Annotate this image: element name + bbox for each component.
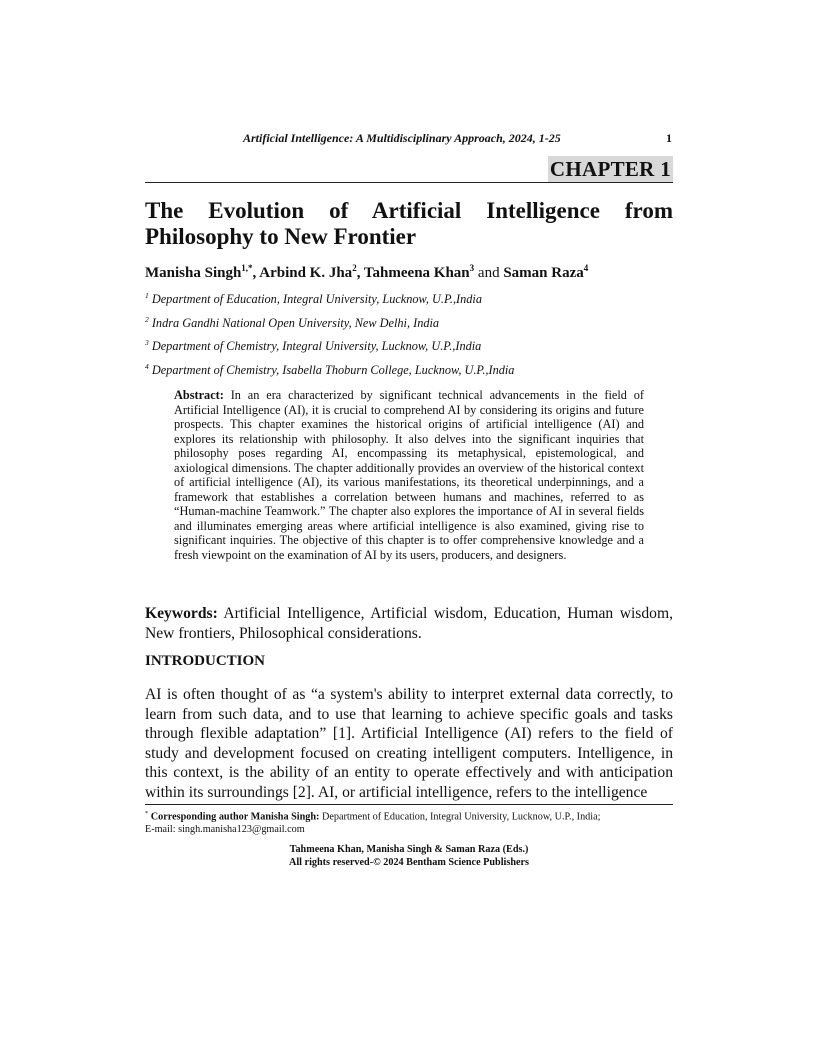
editors-line: Tahmeena Khan, Manisha Singh & Saman Raza (Eds.) xyxy=(289,844,529,855)
title-line-1: The Evolution of Artificial Intelligence from xyxy=(145,198,673,223)
affiliation-number: 3 xyxy=(145,338,149,348)
author-separator: , xyxy=(356,265,364,281)
author-separator: and xyxy=(474,265,504,281)
rights-line: All rights reserved-© 2024 Bentham Science Publishers xyxy=(288,856,530,868)
affiliation-text: Department of Education, Integral University, Lucknow, U.P.,India xyxy=(151,292,482,307)
author-sup: 4 xyxy=(583,263,589,273)
publisher-block xyxy=(145,844,673,869)
author-2 xyxy=(259,265,356,281)
section-heading-introduction: INTRODUCTION xyxy=(145,653,266,669)
affiliation-number: 4 xyxy=(145,361,149,371)
author-name: Arbind K. Jha xyxy=(259,265,353,281)
affiliation-number: 2 xyxy=(145,314,149,324)
affiliation-text: Department of Chemistry, Isabella Thoburn College, Lucknow, U.P.,India xyxy=(151,362,515,377)
chapter-label: CHAPTER 1 xyxy=(549,157,671,181)
running-title xyxy=(243,131,561,146)
keywords-label: Keywords: xyxy=(145,605,218,622)
abstract xyxy=(174,388,644,562)
keywords xyxy=(145,604,673,643)
affiliation-number: 1 xyxy=(145,291,149,300)
footnote-marker: * xyxy=(145,810,149,817)
author-name: Tahmeena Khan xyxy=(363,265,470,281)
affiliation-text: Department of Chemistry, Integral University, Lucknow, U.P.,India xyxy=(151,339,482,354)
author-sup: 2 xyxy=(352,263,357,273)
author-3 xyxy=(364,265,474,281)
author-name: Manisha Singh xyxy=(145,265,242,281)
introduction-paragraph: AI is often thought of as “a system's ability to interpret external data correctly, to learn from such data, and to use that learning to achieve specific goals and tasks through flexible adaptation” [1]. Artificial Intelligence (AI) refers to the field of study and development focused on creating intelligent computers. Intelligence, in this context, is the ability of an entity to operate effectively and with anticipation within its surroundings [2]. AI, or artificial intelligence, refers to the intelligence xyxy=(145,686,673,801)
affiliation-2 xyxy=(145,310,514,334)
author-sup: 3 xyxy=(469,263,475,273)
author-1 xyxy=(145,265,253,281)
footnote-email: E-mail: singh.manisha123@gmail.com xyxy=(145,823,305,835)
journal-name: Artificial Intelligence: A Multidisciplinary Approach xyxy=(243,131,503,145)
page-number: 1 xyxy=(666,131,672,145)
affiliation-4 xyxy=(145,357,514,381)
affiliation-1 xyxy=(145,286,514,310)
abstract-label: Abstract: xyxy=(174,388,224,402)
affiliation-text: Indra Gandhi National Open University, New Delhi, India xyxy=(151,315,440,330)
chapter-title xyxy=(145,198,673,250)
affiliations xyxy=(145,286,514,380)
year-pages: , 2024, 1-25 xyxy=(502,131,561,145)
author-4 xyxy=(503,265,588,281)
footnote-label: Corresponding author Manisha Singh: xyxy=(150,811,320,823)
author-separator: , xyxy=(252,265,260,281)
title-line-2: Philosophy to New Frontier xyxy=(145,224,417,249)
footnote-text: Department of Education, Integral University, Lucknow, U.P., India; xyxy=(319,811,601,823)
affiliation-3 xyxy=(145,333,514,357)
corresponding-author-footnote xyxy=(145,808,673,836)
author-name: Saman Raza xyxy=(503,265,584,281)
author-list xyxy=(145,263,588,282)
running-head xyxy=(145,131,673,149)
abstract-text: In an era characterized by significant technical advancements in the field of Artificial Intelligence (AI), it is crucial to comprehend AI by considering its origins and future prospects. This chapter examines the historical origins of artificial intelligence (AI) and explores its relationship with philosophy. It also delves into the significant inquiries that philosophy poses regarding AI, encompassing its metaphysical, epistemological, and axiological dimensions. The chapter additionally provides an overview of the historical context of artificial intelligence (AI), its various manifestations, its theoretical underpinnings, and a framework that establishes a correlation between humans and machines, referred to as “Human-machine Teamwork.” The chapter also explores the importance of AI in several fields and illuminates emerging areas where artificial intelligence is also examined, giving rise to significant inquiries. The objective of this chapter is to offer comprehensive knowledge and a fresh viewpoint on the examination of AI by its users, producers, and designers. xyxy=(174,388,644,562)
author-sup: 1,* xyxy=(241,263,253,273)
chapter-rule xyxy=(145,182,673,183)
keywords-text: Artificial Intelligence, Artificial wisdom, Education, Human wisdom, New frontiers, Philosophical considerations. xyxy=(145,605,673,642)
footnote-rule xyxy=(145,804,673,805)
